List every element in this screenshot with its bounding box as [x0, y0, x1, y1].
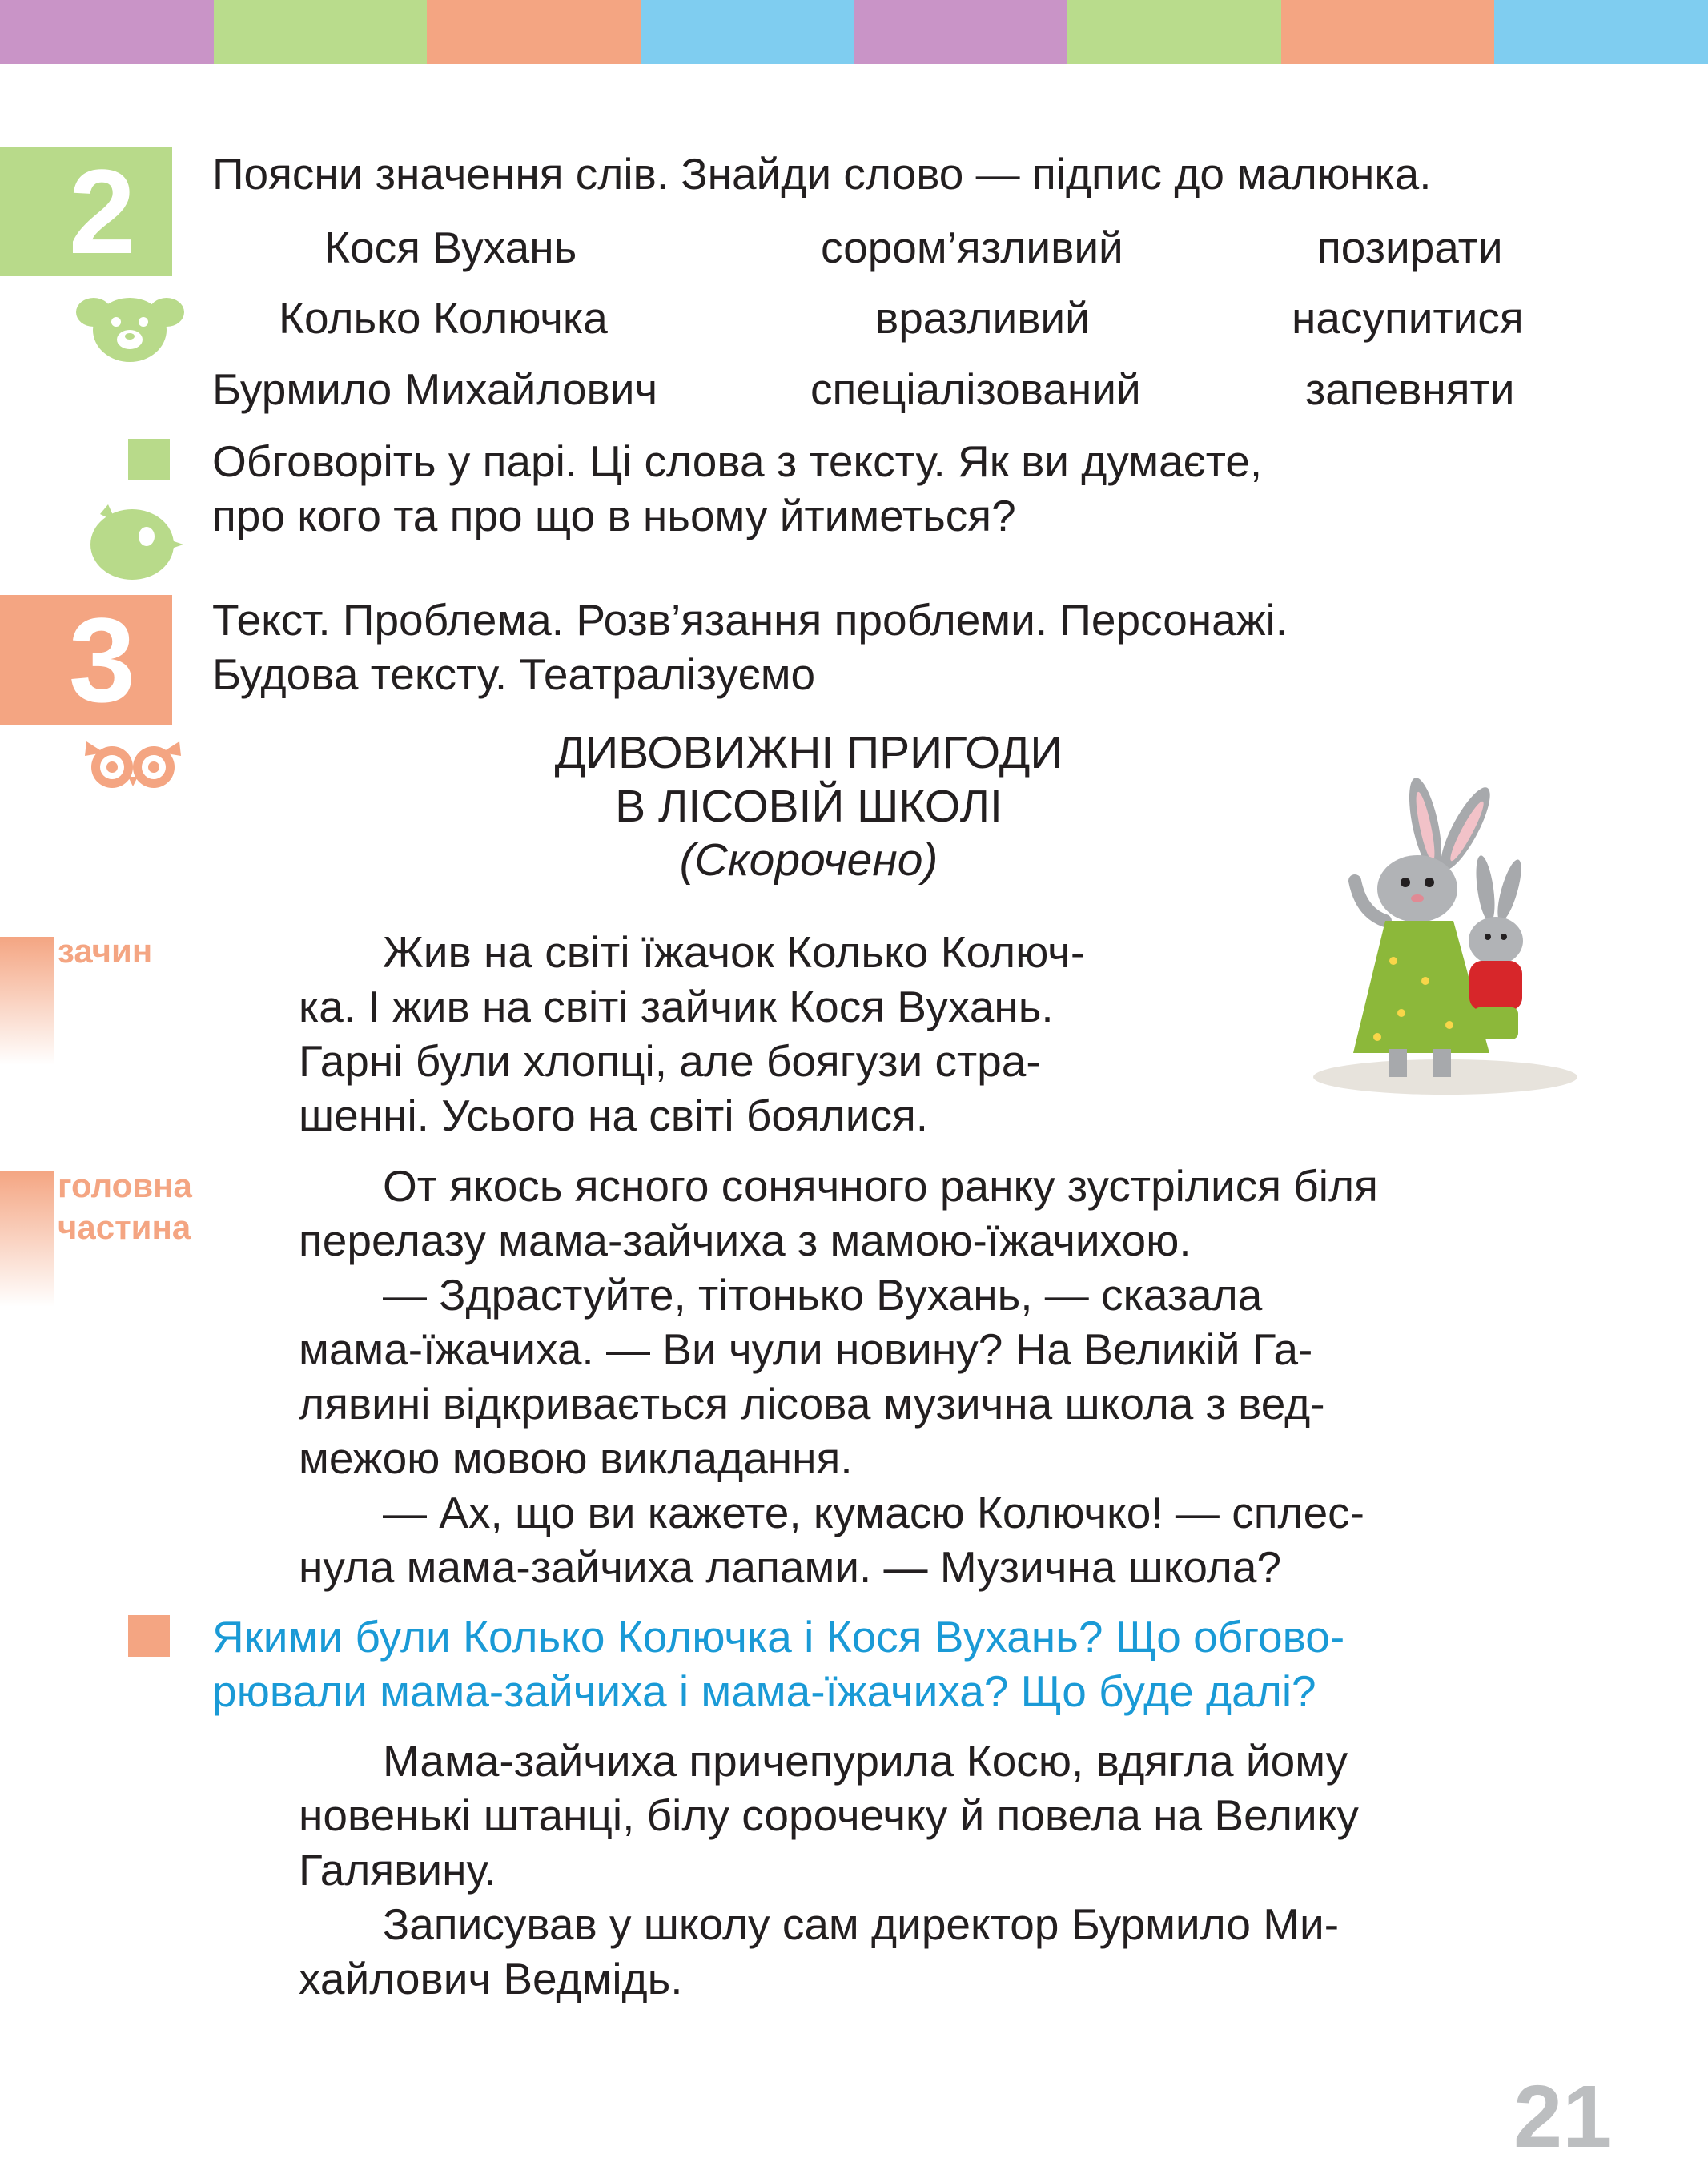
task-2-number: 2 [68, 144, 136, 279]
story-title-line: ДИВОВИЖНІ ПРИГОДИ [554, 727, 1063, 778]
text-line: — Здрастуйте, тітонько Вухань, — сказала [383, 1270, 1263, 1320]
main-margin-label [58, 1165, 192, 1248]
word-cell: Колько Колючка [279, 293, 608, 343]
text-line: перелазу мама-зайчиха з мамою-їжачихою. [299, 1216, 1192, 1265]
main-margin-label-line: головна [58, 1167, 192, 1204]
rabbit-illustration [1305, 769, 1585, 1097]
word-cell: спеціалізований [810, 364, 1141, 414]
task-3-instruction-line: Будова тексту. Театралізуємо [212, 649, 816, 699]
story-subtitle: (Скорочено) [679, 834, 938, 886]
discussion-line: про кого та про що в ньому йтиметься? [212, 491, 1016, 540]
text-line: — Ах, що ви кажете, кумасю Колючко! — сплес- [383, 1488, 1364, 1537]
task-3-number: 3 [68, 593, 136, 727]
color-strip [0, 0, 1708, 64]
owl-eyes-icon [80, 735, 186, 791]
word-cell: Кося Вухань [324, 223, 577, 272]
question-line: рювали мама-зайчиха і мама-їжачиха? Що буде далі? [212, 1666, 1316, 1716]
intro-margin-bar [0, 937, 54, 1065]
text-line: ка. І жив на світі зайчик Кося Вухань. [299, 982, 1054, 1031]
intro-margin-label: зачин [58, 932, 153, 970]
task-3-instruction-line: Текст. Проблема. Розв’язання проблеми. Персонажі. [212, 595, 1288, 645]
text-line: межою мовою викладання. [299, 1433, 853, 1483]
dog-face-icon [76, 288, 184, 364]
text-line: Мама-зайчиха причепурила Косю, вдягла йому [383, 1736, 1348, 1786]
strip-segment [1281, 0, 1495, 64]
strip-segment [854, 0, 1068, 64]
word-cell: насупитися [1292, 293, 1524, 343]
task-3-number-box [0, 595, 172, 725]
main-margin-bar [0, 1171, 54, 1307]
orange-square-marker [128, 1615, 170, 1657]
text-line: Галявину. [299, 1845, 496, 1895]
strip-segment [641, 0, 854, 64]
strip-segment [1494, 0, 1708, 64]
text-line: новенькі штанці, білу сорочечку й повела на Велику [299, 1790, 1359, 1840]
word-cell: сором’язливий [821, 223, 1123, 272]
story-title-line: В ЛІСОВІЙ ШКОЛІ [615, 781, 1003, 832]
text-line: лявині відкривається лісова музична школа з вед- [299, 1379, 1325, 1429]
text-line: мама-їжачиха. — Ви чули новину? На Великій Га- [299, 1324, 1313, 1374]
strip-segment [0, 0, 214, 64]
strip-segment [214, 0, 428, 64]
text-line: Записував у школу сам директор Бурмило Ми- [383, 1899, 1340, 1949]
word-cell: позирати [1317, 223, 1503, 272]
chick-head-icon [84, 498, 184, 582]
question-line: Якими були Колько Колючка і Кося Вухань? Що обгово- [212, 1612, 1345, 1662]
text-line: Жив на світі їжачок Колько Колюч- [383, 927, 1086, 977]
page-number: 21 [1513, 2067, 1612, 2166]
story-heading [448, 726, 1169, 887]
word-cell: Бурмило Михайлович [212, 364, 658, 414]
word-cell: вразливий [875, 293, 1090, 343]
text-line: нула мама-зайчиха лапами. — Музична школа? [299, 1542, 1282, 1592]
text-line: От якось ясного сонячного ранку зустрілися біля [383, 1161, 1378, 1211]
task-2-number-box [0, 144, 172, 279]
word-cell: запевняти [1305, 364, 1515, 414]
text-line: Гарні були хлопці, але боягузи стра- [299, 1036, 1041, 1086]
discussion-line: Обговоріть у парі. Ці слова з тексту. Як ви думаєте, [212, 436, 1263, 486]
strip-segment [427, 0, 641, 64]
task-2-instruction: Поясни значення слів. Знайди слово — підпис до малюнка. [212, 149, 1432, 199]
text-line: хайлович Ведмідь. [299, 1954, 683, 2003]
text-line: шенні. Усього на світі боялися. [299, 1091, 929, 1140]
strip-segment [1067, 0, 1281, 64]
main-margin-label-line: частина [58, 1208, 191, 1246]
green-square-marker [128, 439, 170, 480]
